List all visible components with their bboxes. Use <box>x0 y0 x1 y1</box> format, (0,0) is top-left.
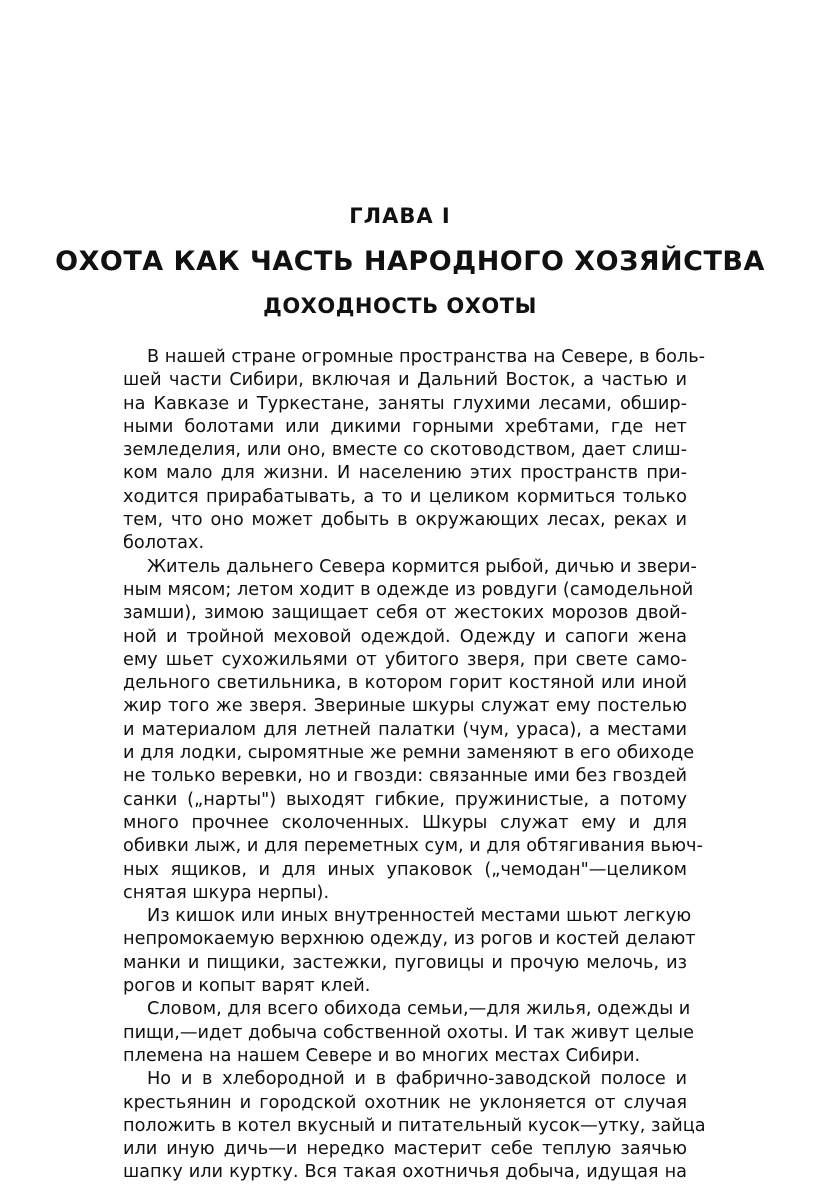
paragraph <box>123 556 703 905</box>
text-line: Из кишок или иных внутренностей местами шьют легкую <box>147 906 692 927</box>
text-line: племена на нашем Севере и во многих местах Сибири. <box>123 1045 641 1066</box>
text-line: крестьянин и городской охотник не уклоняется от случая <box>123 1092 687 1113</box>
text-line: шапку или куртку. Вся такая охотничья добыча, идущая на <box>123 1162 687 1183</box>
text-line: непромокаемую верхнюю одежду, из рогов и костей делают <box>123 929 696 950</box>
paragraph <box>123 905 696 998</box>
text-line: ным мясом; летом ходит в одежде из ровдуги (самодельной <box>123 579 694 600</box>
text-line: замши), зимою защищает себя от жестоких морозов двой- <box>123 603 687 624</box>
text-line: положить в котел вкусный и питательный кусок—утку, зайца <box>123 1115 706 1136</box>
text-line: или иную дичь—и нередко мастерит себе теплую заячью <box>123 1139 687 1160</box>
text-line: пищи,—идет добыча собственной охоты. И так живут целые <box>123 1022 694 1043</box>
text-line: рогов и копыт варят клей. <box>123 976 371 997</box>
text-line: на Кавказе и Туркестане, заняты глухими лесами, обшир- <box>123 393 687 414</box>
text-line: земледелия, или оно, вместе со скотоводством, дает слиш- <box>123 440 687 461</box>
text-line: санки („нарты") выходят гибкие, пружинистые, а потому <box>123 789 687 810</box>
text-line: дельного светильника, в котором горит костяной или иной <box>123 673 687 694</box>
paragraph <box>123 998 694 1068</box>
text-line: жир того же зверя. Звериные шкуры служат ему постелью <box>123 696 687 717</box>
section-subtitle: ДОХОДНОСТЬ ОХОТЫ <box>263 294 537 318</box>
body-text <box>123 346 706 1185</box>
paragraph <box>123 346 706 556</box>
text-line: ной и тройной меховой одеждой. Одежду и сапоги жена <box>123 626 687 647</box>
text-line: Житель дальнего Севера кормится рыбой, дичью и звери- <box>147 556 697 577</box>
paragraph <box>123 1068 706 1184</box>
text-line: ком мало для жизни. И населению этих пространств при- <box>123 463 687 484</box>
text-line: не только веревки, но и гвозди: связанные ими без гвоздей <box>123 766 687 787</box>
text-line: ными болотами или дикими горными хребтами, где нет <box>123 416 687 437</box>
text-line: В нашей стране огромные пространства на Севере, в боль- <box>147 347 706 367</box>
text-line: много прочнее сколоченных. Шкуры служат ему и для <box>123 812 687 833</box>
text-line: ных ящиков, и для иных упаковок („чемодан"—целиком <box>123 859 687 880</box>
text-line: Но и в хлебородной и в фабрично-заводской полосе и <box>147 1069 687 1090</box>
chapter-heading: ГЛАВА I <box>349 204 451 228</box>
text-line: снятая шкура нерпы). <box>123 882 330 903</box>
text-line: ходится прирабатывать, а то и целиком кормиться только <box>123 486 687 507</box>
text-line: Словом, для всего обихода семьи,—для жилья, одежды и <box>147 999 691 1020</box>
text-line: обивки лыж, и для переметных сум, и для обтягивания вьюч- <box>123 836 703 857</box>
text-line: тем, что оно может добыть в окружающих лесах, реках и <box>123 510 687 531</box>
text-line: и для лодки, сыромятные же ремни заменяют в его обиходе <box>123 743 695 764</box>
chapter-title: ОХОТА КАК ЧАСТЬ НАРОДНОГО ХОЗЯЙСТВА <box>55 246 765 277</box>
text-line: манки и пищики, застежки, пуговицы и прочую мелочь, из <box>123 952 687 973</box>
text-line: болотах. <box>123 533 205 554</box>
text-line: и материалом для летней палатки (чум, ураса), а местами <box>123 719 687 740</box>
text-line: ему шьет сухожильями от убитого зверя, при свете само- <box>123 649 687 670</box>
text-line: шей части Сибири, включая и Дальний Восток, а частью и <box>123 370 687 391</box>
